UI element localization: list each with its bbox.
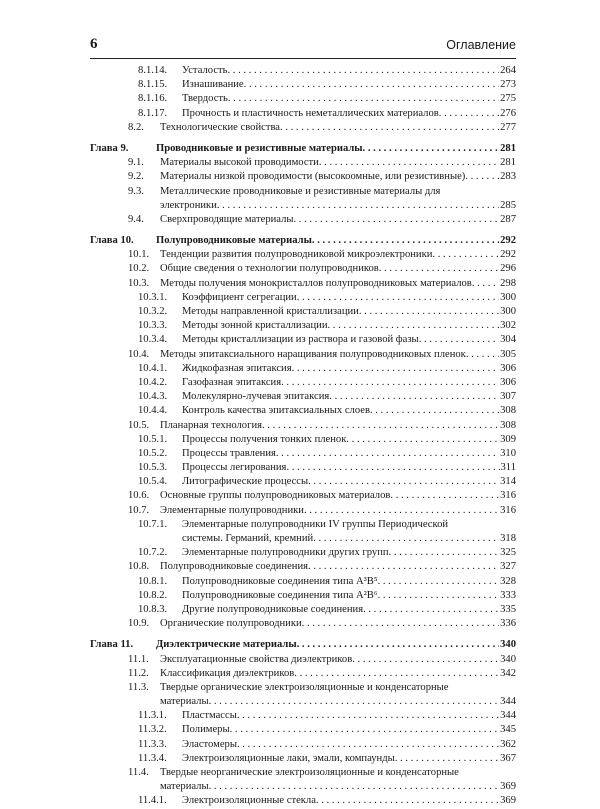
toc-subsection[interactable]	[90, 461, 516, 475]
toc-number: 10.8.2.	[138, 589, 168, 601]
dot-leader	[466, 348, 499, 362]
toc-number: 8.1.15.	[138, 79, 168, 91]
toc-page-number: 335	[500, 603, 516, 615]
dot-leader	[304, 504, 499, 518]
toc-title: Процессы получения тонких пленок	[182, 433, 347, 445]
toc-page-number: 306	[500, 376, 516, 388]
toc-subsection[interactable]	[90, 546, 516, 560]
toc-title: Технологические свойства	[160, 121, 281, 133]
toc-page-number: 325	[500, 547, 516, 559]
toc-section[interactable]	[90, 248, 516, 262]
toc-section[interactable]	[90, 653, 516, 667]
toc-page-number: 283	[500, 171, 516, 183]
toc-page-number: 342	[500, 667, 516, 679]
toc-number: 10.4.3.	[138, 391, 168, 403]
toc-subsection[interactable]	[90, 107, 516, 121]
toc-page-number: 309	[500, 433, 516, 445]
dot-leader	[316, 794, 499, 808]
toc-title: Другие полупроводниковые соединения	[182, 603, 364, 615]
toc-number: 8.1.17.	[138, 107, 168, 119]
toc-subsection[interactable]	[90, 291, 516, 305]
toc-page-number: 308	[500, 419, 516, 431]
dot-leader	[286, 461, 499, 475]
toc-title: Металлические проводниковые и резистивные материалы для	[160, 185, 441, 197]
toc-subsection[interactable]	[90, 64, 516, 78]
toc-number: 10.8.	[128, 561, 150, 573]
dot-leader	[313, 532, 499, 546]
dot-leader	[276, 447, 499, 461]
toc-number: 8.1.16.	[138, 93, 168, 105]
toc-number: Глава 11.	[90, 639, 134, 651]
dot-leader	[308, 475, 499, 489]
toc-subsection[interactable]	[90, 723, 516, 737]
toc-page-number: 336	[500, 618, 516, 630]
toc-number: 10.7.1.	[138, 518, 168, 530]
toc-title: Основные группы полупроводниковых материалов	[160, 490, 391, 502]
dot-leader	[390, 489, 499, 503]
dot-leader	[465, 170, 499, 184]
toc-subsection[interactable]	[90, 404, 516, 418]
toc-number: 11.2.	[128, 667, 149, 679]
toc-title: Элементарные полупроводники других групп	[182, 547, 389, 559]
toc-number: 9.4.	[128, 213, 144, 225]
toc-title: Классификация диэлектриков	[160, 667, 295, 679]
dot-leader	[293, 213, 499, 227]
toc-number: 10.3.4.	[138, 334, 168, 346]
dot-leader	[280, 121, 499, 135]
toc-section[interactable]	[90, 681, 516, 695]
toc-title: Эксплуатационные свойства диэлектриков	[160, 653, 353, 665]
toc-number: 11.3.1.	[138, 710, 167, 722]
toc-page-number: 316	[500, 504, 516, 516]
toc-number: 9.2.	[128, 171, 144, 183]
toc-section[interactable]	[90, 262, 516, 276]
toc-page-number: 292	[500, 235, 516, 247]
dot-leader	[472, 277, 499, 291]
toc-title: Проводниковые и резистивные материалы	[156, 142, 363, 154]
toc-page-number: 305	[500, 348, 516, 360]
dot-leader	[297, 638, 500, 652]
toc-title: Литографические процессы	[182, 476, 309, 488]
toc-title: Полупроводниковые соединения типа A³B⁵	[182, 575, 378, 587]
toc-page-number: 308	[500, 405, 516, 417]
toc-title: Изнашивание	[182, 79, 244, 91]
toc-section[interactable]	[90, 617, 516, 631]
toc-number: 10.5.3.	[138, 462, 168, 474]
dot-leader	[328, 319, 500, 333]
toc-section[interactable]	[90, 780, 516, 794]
dot-leader	[244, 78, 499, 92]
toc-title: Коэффициент сегрегации	[182, 291, 297, 303]
toc-title: материалы	[160, 781, 209, 793]
toc-number: 10.9.	[128, 618, 150, 630]
toc-title: Молекулярно-лучевая эпитаксия	[182, 391, 330, 403]
toc-number: 10.3.1.	[138, 291, 168, 303]
toc-number: 10.2.	[128, 263, 150, 275]
toc-page-number: 292	[500, 249, 516, 261]
toc-section[interactable]	[90, 667, 516, 681]
dot-leader	[359, 305, 499, 319]
toc-page-number: 311	[500, 462, 516, 474]
dot-leader	[432, 248, 499, 262]
toc-section[interactable]	[90, 156, 516, 170]
dot-leader	[209, 780, 500, 794]
toc-title: Сверхпроводящие материалы	[160, 213, 294, 225]
toc-section[interactable]	[90, 277, 516, 291]
toc-subsection[interactable]	[90, 709, 516, 723]
running-header	[90, 34, 516, 59]
toc-page-number: 314	[500, 476, 516, 488]
dot-leader	[292, 362, 500, 376]
toc-subsection[interactable]	[90, 752, 516, 766]
toc-number: 10.5.1.	[138, 433, 168, 445]
dot-leader	[294, 667, 499, 681]
toc-title: Элементарные полупроводники	[160, 504, 304, 516]
toc-title: Методы кристаллизации из раствора и газовой фазы	[182, 334, 419, 346]
toc-page-number: 345	[500, 724, 516, 736]
toc-title: Материалы высокой проводимости	[160, 157, 319, 169]
toc-number: Глава 10.	[90, 235, 134, 247]
toc-subsection[interactable]	[90, 475, 516, 489]
dot-leader	[297, 291, 499, 305]
toc-page-number: 369	[500, 795, 516, 807]
toc-title: Методы получения монокристаллов полупроводниковых материалов	[160, 277, 472, 289]
toc-number: 11.4.1.	[138, 795, 167, 807]
chapter-gap	[90, 631, 516, 638]
toc-title: Полупроводниковые соединения типа A²B⁶	[182, 589, 378, 601]
toc-page-number: 285	[500, 199, 516, 211]
toc-title: Методы направленной кристаллизации	[182, 306, 359, 317]
toc-number: 9.3.	[128, 185, 144, 197]
toc-page-number: 367	[500, 752, 516, 764]
toc-number: 9.1.	[128, 157, 144, 169]
toc-number: 10.5.	[128, 419, 150, 431]
dot-leader	[319, 156, 499, 170]
toc-number: 11.3.4.	[138, 752, 167, 764]
toc-section[interactable]	[90, 766, 516, 780]
toc-title: Тенденции развития полупроводниковой микроэлектроники	[160, 249, 433, 261]
toc-number: 11.3.2.	[138, 724, 167, 736]
toc-subsection[interactable]	[90, 575, 516, 589]
toc-number: 11.4.	[128, 767, 149, 778]
toc-title: Твердость	[182, 93, 228, 105]
toc-page-number: 287	[500, 213, 516, 225]
toc-title: системы. Германий, кремний	[182, 533, 314, 544]
toc-title: Твердые неорганические электроизоляционные и конденсаторные	[160, 767, 459, 778]
toc-number: 10.3.3.	[138, 320, 168, 332]
toc-number: 11.3.	[128, 681, 149, 693]
toc-title: Методы зонной кристаллизации	[182, 320, 328, 332]
toc-page-number: 327	[500, 561, 516, 573]
toc-section[interactable]	[90, 348, 516, 362]
toc-title: Элементарные полупроводники IV группы Периодической	[182, 518, 449, 530]
dot-leader	[302, 617, 499, 631]
toc-page-number: 316	[500, 490, 516, 502]
page-number: 6	[90, 36, 98, 52]
chapter-gap	[90, 227, 516, 234]
toc-title: Материалы низкой проводимости (высокоомные, или резистивные)	[160, 171, 466, 183]
dot-leader	[363, 142, 500, 156]
chapter-gap	[90, 135, 516, 142]
dot-leader	[262, 419, 499, 433]
dot-leader	[352, 653, 499, 667]
toc-number: Глава 9.	[90, 142, 129, 154]
toc-section[interactable]	[90, 213, 516, 227]
toc-page-number: 298	[500, 277, 516, 289]
toc-subsection[interactable]	[90, 589, 516, 603]
toc-number: 10.7.	[128, 504, 150, 516]
toc-page-number: 281	[500, 157, 516, 169]
toc-number: 11.3.3.	[138, 738, 167, 750]
toc-number: 10.6.	[128, 490, 150, 502]
toc-title: Процессы легирования	[182, 462, 287, 474]
dot-leader	[346, 433, 499, 447]
toc-subsection[interactable]	[90, 78, 516, 92]
dot-leader	[209, 695, 500, 709]
running-title: Оглавление	[446, 38, 516, 52]
toc-subsection[interactable]	[90, 532, 516, 546]
toc-page-number: 344	[500, 710, 516, 722]
toc-title: Усталость	[182, 65, 228, 76]
dot-leader	[378, 589, 500, 603]
toc-number: 10.5.2.	[138, 447, 168, 459]
toc-page-number: 344	[500, 696, 516, 708]
toc-number: 10.8.3.	[138, 603, 168, 615]
toc-subsection[interactable]	[90, 376, 516, 390]
toc-number: 10.4.2.	[138, 376, 168, 388]
table-of-contents	[90, 64, 516, 809]
toc-number: 10.3.2.	[138, 306, 168, 317]
toc-page-number: 333	[500, 589, 516, 601]
toc-section[interactable]	[90, 489, 516, 503]
toc-number: 10.5.4.	[138, 476, 168, 488]
toc-page-number: 306	[500, 362, 516, 374]
toc-page-number: 302	[500, 320, 516, 332]
toc-subsection[interactable]	[90, 794, 516, 808]
dot-leader	[312, 234, 499, 248]
toc-number: 8.1.14.	[138, 65, 168, 76]
dot-leader	[378, 575, 500, 589]
toc-chapter[interactable]	[90, 638, 516, 652]
toc-number: 10.1.	[128, 249, 150, 261]
toc-title: Эластомеры	[182, 738, 237, 750]
dot-leader	[308, 560, 499, 574]
toc-subsection[interactable]	[90, 447, 516, 461]
toc-subsection[interactable]	[90, 390, 516, 404]
toc-title: Органические полупроводники	[160, 618, 302, 630]
dot-leader	[228, 64, 500, 78]
toc-page-number: 275	[500, 93, 516, 105]
dot-leader	[370, 404, 499, 418]
toc-title: Общие сведения о технологии полупроводников	[160, 263, 379, 275]
dot-leader	[363, 603, 499, 617]
toc-section[interactable]	[90, 695, 516, 709]
toc-page-number: 264	[500, 65, 516, 76]
toc-subsection[interactable]	[90, 433, 516, 447]
toc-page-number: 310	[500, 447, 516, 459]
toc-number: 8.2.	[128, 121, 144, 133]
toc-section[interactable]	[90, 199, 516, 213]
toc-subsection[interactable]	[90, 362, 516, 376]
toc-page-number: 300	[500, 291, 516, 303]
toc-page-number: 318	[500, 533, 516, 544]
toc-section[interactable]	[90, 185, 516, 199]
toc-title: Контроль качества эпитаксиальных слоев	[182, 405, 370, 417]
toc-title: Процессы травления	[182, 447, 276, 459]
toc-chapter[interactable]	[90, 142, 516, 156]
toc-number: 11.1.	[128, 653, 149, 665]
toc-title: Пластмассы	[182, 710, 237, 722]
dot-leader	[237, 709, 499, 723]
toc-page-number: 276	[500, 107, 516, 119]
dot-leader	[217, 199, 499, 213]
dot-leader	[439, 107, 499, 121]
toc-title: Полупроводниковые соединения	[160, 561, 309, 573]
toc-page-number: 273	[500, 79, 516, 91]
toc-page-number: 300	[500, 306, 516, 317]
toc-subsection[interactable]	[90, 603, 516, 617]
dot-leader	[389, 546, 500, 560]
dot-leader	[379, 262, 499, 276]
toc-section[interactable]	[90, 419, 516, 433]
dot-leader	[419, 333, 499, 347]
toc-page-number: 277	[500, 121, 516, 133]
toc-section[interactable]	[90, 560, 516, 574]
toc-page-number: 340	[500, 639, 516, 651]
toc-title: Полупроводниковые материалы	[156, 235, 312, 247]
toc-title: Электроизоляционные лаки, эмали, компаунды	[182, 752, 395, 764]
dot-leader	[230, 723, 500, 737]
toc-subsection[interactable]	[90, 518, 516, 532]
toc-page-number: 328	[500, 575, 516, 587]
toc-page-number: 307	[500, 391, 516, 403]
toc-number: 10.4.1.	[138, 362, 168, 374]
toc-number: 10.3.	[128, 277, 150, 289]
toc-title: Газофазная эпитаксия	[182, 376, 282, 388]
toc-section[interactable]	[90, 170, 516, 184]
toc-section[interactable]	[90, 504, 516, 518]
toc-title: Электроизоляционные стекла	[182, 795, 316, 807]
toc-title: Планарная технология	[160, 419, 262, 431]
dot-leader	[228, 92, 499, 106]
toc-page-number: 340	[500, 653, 516, 665]
dot-leader	[329, 390, 499, 404]
toc-title: Прочность и пластичность неметаллических материалов	[182, 107, 439, 119]
toc-title: Полимеры	[182, 724, 230, 736]
toc-number: 10.8.1.	[138, 575, 168, 587]
dot-leader	[395, 752, 499, 766]
toc-chapter[interactable]	[90, 234, 516, 248]
toc-title: электроники	[160, 199, 217, 211]
toc-page-number: 362	[500, 738, 516, 750]
toc-page-number: 304	[500, 334, 516, 346]
dot-leader	[281, 376, 499, 390]
toc-subsection[interactable]	[90, 305, 516, 319]
toc-subsection[interactable]	[90, 333, 516, 347]
toc-section[interactable]	[90, 121, 516, 135]
toc-title: Диэлектрические материалы	[156, 639, 297, 651]
toc-number: 10.4.	[128, 348, 150, 360]
toc-number: 10.7.2.	[138, 547, 168, 559]
toc-page-number: 296	[500, 263, 516, 275]
toc-subsection[interactable]	[90, 319, 516, 333]
toc-title: Методы эпитаксиального наращивания полупроводниковых пленок	[160, 348, 466, 360]
toc-number: 10.4.4.	[138, 405, 168, 417]
toc-title: материалы	[160, 696, 209, 708]
toc-title: Жидкофазная эпитаксия	[182, 362, 292, 374]
toc-page-number: 369	[500, 781, 516, 793]
toc-title: Твердые органические электроизоляционные и конденсаторные	[160, 681, 449, 693]
toc-subsection[interactable]	[90, 92, 516, 106]
toc-page-number: 281	[500, 142, 516, 154]
